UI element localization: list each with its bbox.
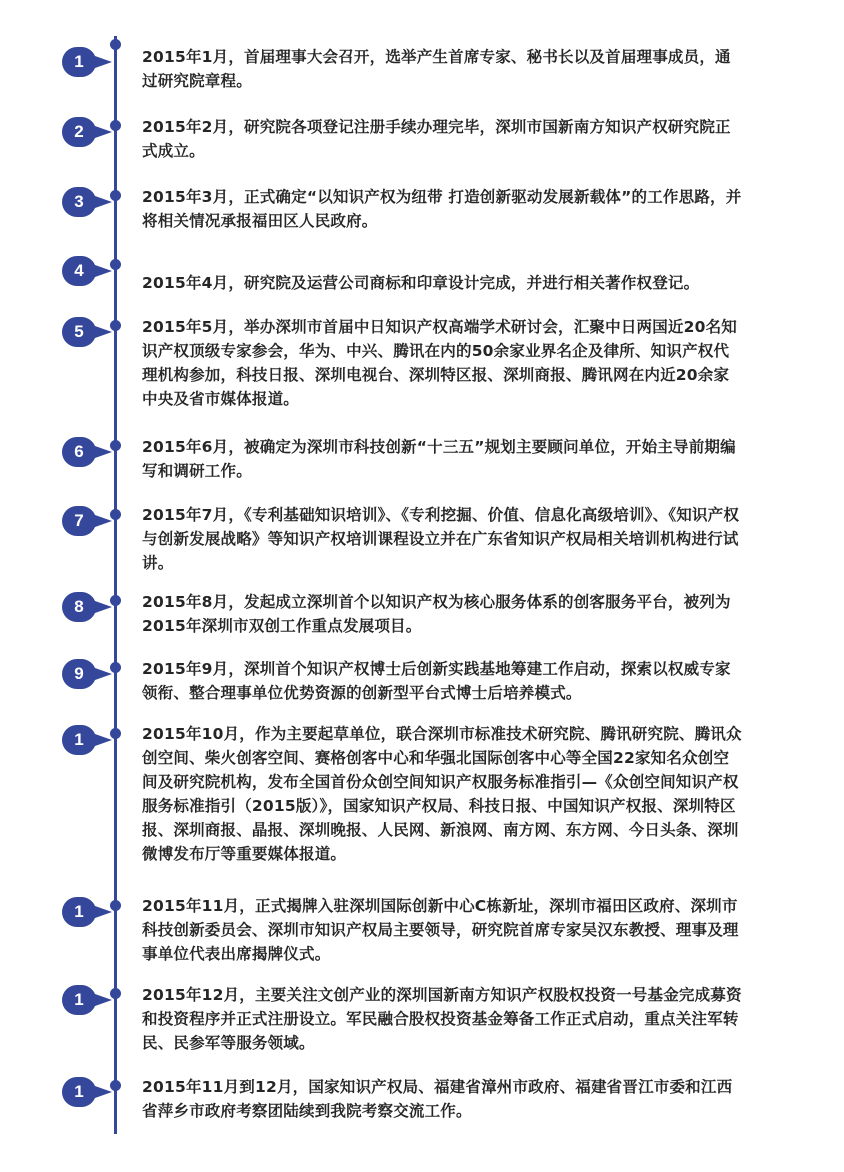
step-number-badge [62,256,112,286]
step-number-badge [62,317,112,347]
step-number: 4 [74,261,84,280]
timeline-dot [110,728,121,739]
timeline-dot [110,120,121,131]
step-number-badge [62,437,112,467]
step-number: 8 [74,597,84,616]
entry-text: 2015年8月，发起成立深圳首个以知识产权为核心服务体系的创客服务平台，被列为2015年深圳市双创工作重点发展项目。 [142,593,731,635]
timeline-dot [110,509,121,520]
entry-text: 2015年4月，研究院及运营公司商标和印章设计完成，并进行相关著作权登记。 [142,274,700,292]
timeline-dot [110,900,121,911]
timeline-dot [110,1080,121,1091]
entry-text: 2015年5月，举办深圳市首届中日知识产权高端学术研讨会，汇聚中日两国近20名知识产权顶级专家参会，华为、中兴、腾讯在内的50余家业界名企及律所、知识产权代理机构参加，科技日报、深圳电视台、深圳特区报、深圳商报、腾讯网在内近20余家中央及省市媒体报道。 [142,318,737,408]
entry-text: 2015年7月，《专利基础知识培训》、《专利挖掘、价值、信息化高级培训》、《知识产权与创新发展战略》等知识产权培训课程设立并在广东省知识产权局相关培训机构进行试讲。 [142,506,740,572]
entry-text: 2015年3月，正式确定“以知识产权为纽带 打造创新驱动发展新载体”的工作思路，并将相关情况承报福田区人民政府。 [142,188,742,230]
timeline-dot [110,662,121,673]
step-number: 1 [74,1082,84,1101]
timeline-dot [110,259,121,270]
step-number-badge [62,47,112,77]
step-number-badge [62,897,112,927]
step-number: 1 [74,730,84,749]
step-number-badge [62,506,112,536]
entry-text: 2015年2月，研究院各项登记注册手续办理完毕，深圳市国新南方知识产权研究院正式成立。 [142,118,731,160]
step-number-badge [62,592,112,622]
timeline-dot [110,440,121,451]
step-number: 2 [74,122,84,141]
step-number-badge [62,725,112,755]
entry-text: 2015年1月，首届理事大会召开，选举产生首席专家、秘书长以及首届理事成员，通过研究院章程。 [142,48,731,90]
timeline-dot [110,190,121,201]
entry-text: 2015年12月，主要关注文创产业的深圳国新南方知识产权股权投资一号基金完成募资和投资程序并正式注册设立。军民融合股权投资基金筹备工作正式启动，重点关注军转民、民参军等服务领域。 [142,986,742,1052]
step-number-badge [62,187,112,217]
timeline-dot [110,595,121,606]
step-number: 3 [74,192,84,211]
step-number: 1 [74,902,84,921]
step-number: 1 [74,990,84,1009]
entry-text: 2015年11月到12月，国家知识产权局、福建省漳州市政府、福建省晋江市委和江西省萍乡市政府考察团陆续到我院考察交流工作。 [142,1078,733,1120]
step-number: 9 [74,664,84,683]
timeline-dot [110,39,121,50]
timeline-dot [110,320,121,331]
step-number: 7 [74,511,84,530]
entry-text: 2015年6月，被确定为深圳市科技创新“十三五”规划主要顾问单位，开始主导前期编写和调研工作。 [142,438,736,480]
step-number: 5 [74,322,84,341]
step-number: 1 [74,52,84,71]
step-number: 6 [74,442,84,461]
step-number-badge [62,1077,112,1107]
step-number-badge [62,985,112,1015]
timeline-dot [110,988,121,999]
entry-text: 2015年9月，深圳首个知识产权博士后创新实践基地筹建工作启动，探索以权威专家领衔、整合理事单位优势资源的创新型平台式博士后培养模式。 [142,660,731,702]
entry-text: 2015年10月，作为主要起草单位，联合深圳市标准技术研究院、腾讯研究院、腾讯众创空间、柴火创客空间、赛格创客中心和华强北国际创客中心等全国22家知名众创空间及研究院机构，发布全国首份众创空间知识产权服务标准指引—《众创空间知识产权服务标准指引（2015版）》，国家知识产权局、科技日报、中国知识产权报、深圳特区报、深圳商报、晶报、深圳晚报、人民网、新浪网、南方网、东方网、今日头条、深圳微博发布厅等重要媒体报道。 [142,725,742,863]
entry-text: 2015年11月，正式揭牌入驻深圳国际创新中心C栋新址，深圳市福田区政府、深圳市科技创新委员会、深圳市知识产权局主要领导，研究院首席专家吴汉东教授、理事及理事单位代表出席揭牌仪式。 [142,897,739,963]
step-number-badge [62,659,112,689]
step-number-badge [62,117,112,147]
